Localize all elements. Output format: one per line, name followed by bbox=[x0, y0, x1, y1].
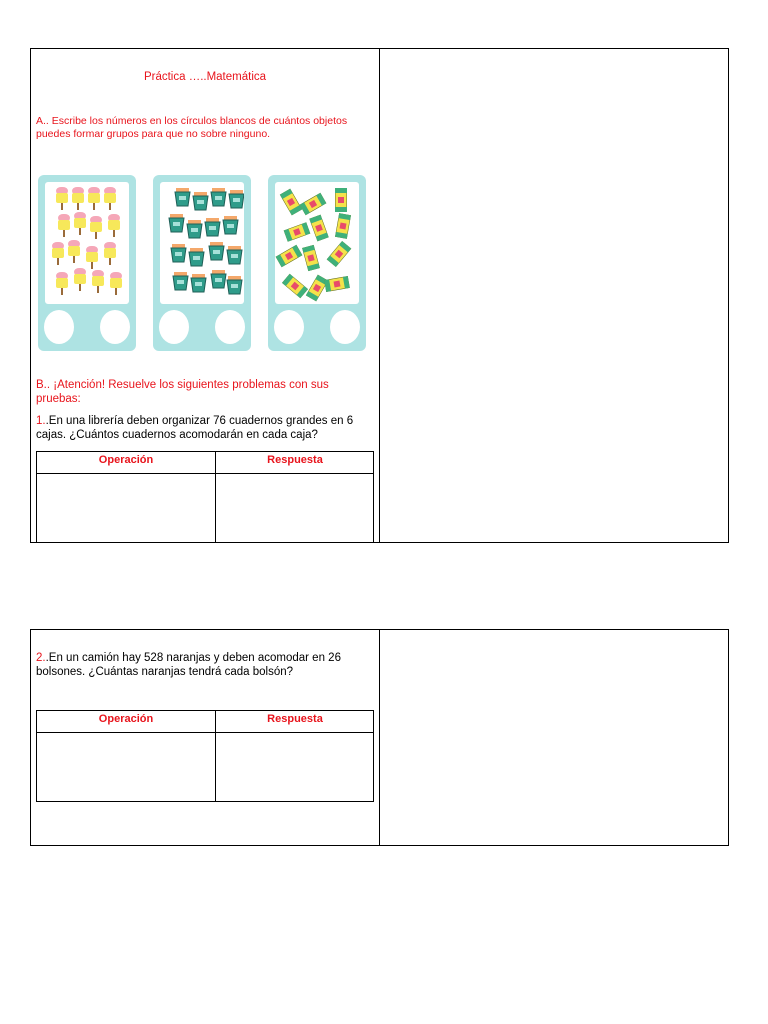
top-worksheet-table bbox=[30, 48, 729, 543]
bucket-icon bbox=[168, 214, 185, 233]
bucket-icon bbox=[210, 270, 227, 289]
bucket-icon bbox=[190, 274, 207, 293]
answer-circle[interactable] bbox=[274, 310, 304, 344]
bucket-icon bbox=[170, 244, 187, 263]
bucket-icon bbox=[192, 192, 209, 211]
worksheet-title: Práctica …..Matemática bbox=[143, 71, 267, 83]
problem-1 bbox=[36, 414, 366, 442]
crayon-box-icon bbox=[276, 245, 303, 267]
popsicle-icon bbox=[103, 242, 117, 266]
crayon-box-icon bbox=[335, 213, 351, 239]
popsicle-icon bbox=[67, 240, 81, 264]
answer-table-header bbox=[37, 452, 373, 474]
answer-circle[interactable] bbox=[215, 310, 245, 344]
answer-table-header bbox=[37, 711, 373, 733]
answer-cell[interactable] bbox=[216, 733, 374, 801]
popsicle-card bbox=[38, 175, 136, 351]
bucket-icon bbox=[226, 276, 243, 295]
popsicle-icon bbox=[51, 242, 65, 266]
problem-2-text: .En un camión hay 528 naranjas y deben acomodar en 26 bolsones. ¿Cuántas naranjas tendrá cada bolsón? bbox=[36, 652, 341, 678]
problem-2-number: 2. bbox=[36, 652, 46, 664]
problem-1-number: 1. bbox=[36, 415, 46, 427]
bucket-icon bbox=[228, 190, 244, 209]
crayon-box-icon bbox=[324, 276, 350, 292]
popsicle-icon bbox=[73, 268, 87, 292]
bucket-icon bbox=[186, 220, 203, 239]
popsicle-icon bbox=[91, 270, 105, 294]
bucket-icon bbox=[174, 188, 191, 207]
answer-header: Respuesta bbox=[267, 454, 323, 466]
popsicle-icon bbox=[55, 272, 69, 296]
bucket-icon bbox=[226, 246, 243, 265]
answer-header: Respuesta bbox=[267, 713, 323, 725]
problem-2 bbox=[36, 651, 366, 679]
popsicle-icon bbox=[109, 272, 123, 296]
column-divider bbox=[379, 49, 380, 542]
popsicle-icon bbox=[71, 187, 85, 211]
popsicle-icon bbox=[107, 214, 121, 238]
answer-circle[interactable] bbox=[100, 310, 130, 344]
popsicle-icon bbox=[85, 246, 99, 270]
bucket-card bbox=[153, 175, 251, 351]
bucket-icon bbox=[204, 218, 221, 237]
crayon-box-icon bbox=[309, 215, 328, 242]
problem-1-text: .En una librería deben organizar 76 cuadernos grandes en 6 cajas. ¿Cuántos cuadernos acomodarán en cada caja? bbox=[36, 415, 354, 441]
column-divider bbox=[379, 630, 380, 845]
crayon-box-icon bbox=[302, 245, 320, 271]
bucket-icon bbox=[208, 242, 225, 261]
answer-circle[interactable] bbox=[159, 310, 189, 344]
operation-header: Operación bbox=[98, 454, 154, 466]
popsicle-icon bbox=[57, 214, 71, 238]
bucket-icon bbox=[188, 248, 205, 267]
crayon-box-icon bbox=[280, 189, 302, 216]
answer-circle[interactable] bbox=[44, 310, 74, 344]
popsicle-icon bbox=[87, 187, 101, 211]
crayon-box-icon bbox=[327, 241, 352, 267]
crayon-box-icon bbox=[284, 222, 311, 241]
answer-circle[interactable] bbox=[330, 310, 360, 344]
section-b-instructions: B.. ¡Atención! Resuelve los siguientes problemas con sus pruebas: bbox=[36, 379, 329, 405]
popsicle-icon bbox=[73, 212, 87, 236]
bucket-icon bbox=[222, 216, 239, 235]
bottom-worksheet-table bbox=[30, 629, 729, 846]
crayon-box-icon bbox=[300, 193, 327, 215]
bucket-icon bbox=[210, 188, 227, 207]
popsicle-icon bbox=[103, 187, 117, 211]
bucket-icon bbox=[172, 272, 189, 291]
crayon-box-card-picture bbox=[275, 182, 359, 304]
popsicle-icon bbox=[55, 187, 69, 211]
crayon-box-icon bbox=[335, 188, 347, 212]
bucket-card-picture bbox=[160, 182, 244, 304]
operation-cell[interactable] bbox=[37, 474, 215, 544]
crayon-box-card bbox=[268, 175, 366, 351]
popsicle-card-picture bbox=[45, 182, 129, 304]
problem-1-answer-table bbox=[36, 451, 374, 543]
answer-cell[interactable] bbox=[216, 474, 374, 544]
operation-cell[interactable] bbox=[37, 733, 215, 801]
crayon-box-icon bbox=[282, 274, 308, 299]
popsicle-icon bbox=[89, 216, 103, 240]
operation-header: Operación bbox=[98, 713, 154, 725]
problem-2-answer-table bbox=[36, 710, 374, 802]
section-a-instructions: A.. Escribe los números en los círculos blancos de cuántos objetos puedes formar grupos para que no sobre ninguno. bbox=[36, 115, 348, 140]
